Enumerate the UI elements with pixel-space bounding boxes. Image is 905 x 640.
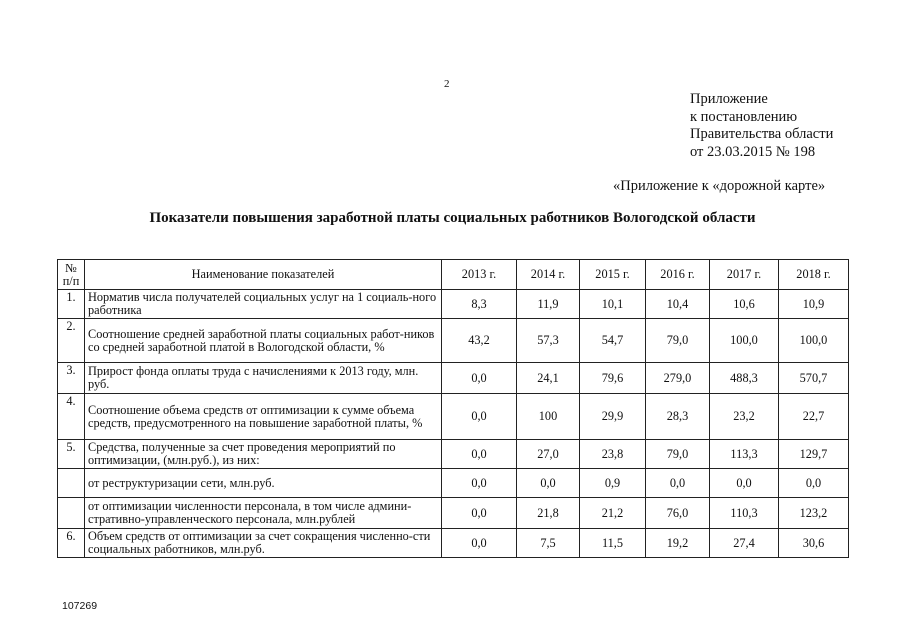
document-title: Показатели повышения заработной платы социальных работников Вологодской области bbox=[149, 210, 756, 226]
row-number: 6. bbox=[58, 529, 85, 558]
indicator-value: 8,3 bbox=[442, 290, 517, 319]
header-year: 2013 г. bbox=[442, 260, 517, 290]
header-name: Наименование показателей bbox=[85, 260, 442, 290]
row-number bbox=[58, 469, 85, 498]
row-number: 4. bbox=[58, 394, 85, 440]
indicator-value: 0,0 bbox=[442, 529, 517, 558]
indicator-value: 0,0 bbox=[442, 363, 517, 394]
indicator-name: Прирост фонда оплаты труда с начислениями к 2013 году, млн. руб. bbox=[85, 363, 442, 394]
table-row bbox=[58, 290, 849, 319]
header-year: 2018 г. bbox=[779, 260, 849, 290]
indicator-value: 100,0 bbox=[710, 319, 779, 363]
indicator-value: 30,6 bbox=[779, 529, 849, 558]
indicator-value: 10,9 bbox=[779, 290, 849, 319]
table-row bbox=[58, 363, 849, 394]
indicator-value: 113,3 bbox=[710, 440, 779, 469]
footer-code: 107269 bbox=[62, 600, 98, 612]
indicator-value: 0,9 bbox=[580, 469, 646, 498]
indicator-value: 10,6 bbox=[710, 290, 779, 319]
table-row bbox=[58, 529, 849, 558]
header-num-line: № bbox=[65, 260, 77, 275]
indicator-value: 79,0 bbox=[646, 440, 710, 469]
indicator-value: 22,7 bbox=[779, 394, 849, 440]
table-row bbox=[58, 394, 849, 440]
indicator-name: Объем средств от оптимизации за счет сокращения численно-сти социальных работников, млн.руб. bbox=[85, 529, 442, 558]
appendix-line: от 23.03.2015 № 198 bbox=[690, 143, 816, 160]
table-row bbox=[58, 469, 849, 498]
indicator-value: 27,0 bbox=[517, 440, 580, 469]
indicator-value: 79,6 bbox=[580, 363, 646, 394]
indicator-value: 23,8 bbox=[580, 440, 646, 469]
indicator-value: 79,0 bbox=[646, 319, 710, 363]
indicator-value: 10,1 bbox=[580, 290, 646, 319]
indicators-table bbox=[57, 259, 849, 558]
indicator-value: 0,0 bbox=[517, 469, 580, 498]
indicator-value: 570,7 bbox=[779, 363, 849, 394]
indicator-value: 100,0 bbox=[779, 319, 849, 363]
indicator-value: 110,3 bbox=[710, 498, 779, 529]
indicator-value: 76,0 bbox=[646, 498, 710, 529]
indicator-value: 24,1 bbox=[517, 363, 580, 394]
header-year: 2017 г. bbox=[710, 260, 779, 290]
page-number: 2 bbox=[444, 78, 450, 90]
indicator-value: 0,0 bbox=[646, 469, 710, 498]
table-row bbox=[58, 319, 849, 363]
indicator-value: 0,0 bbox=[442, 440, 517, 469]
indicator-value: 123,2 bbox=[779, 498, 849, 529]
header-year: 2015 г. bbox=[580, 260, 646, 290]
indicator-value: 27,4 bbox=[710, 529, 779, 558]
row-number: 3. bbox=[58, 363, 85, 394]
indicator-value: 23,2 bbox=[710, 394, 779, 440]
indicator-value: 43,2 bbox=[442, 319, 517, 363]
roadmap-note: «Приложение к «дорожной карте» bbox=[613, 178, 826, 194]
appendix-line: Приложение bbox=[690, 91, 768, 107]
appendix-line: к постановлению bbox=[690, 108, 798, 125]
appendix-line: Правительства области bbox=[690, 126, 834, 142]
indicator-value: 57,3 bbox=[517, 319, 580, 363]
indicator-value: 0,0 bbox=[442, 394, 517, 440]
indicator-value: 100 bbox=[517, 394, 580, 440]
indicator-value: 129,7 bbox=[779, 440, 849, 469]
header-num-line: п/п bbox=[62, 273, 80, 288]
indicator-name: Соотношение объема средств от оптимизации к сумме объема средств, предусмотренного на повышение заработной платы, % bbox=[85, 394, 442, 440]
indicator-value: 29,9 bbox=[580, 394, 646, 440]
indicator-name: от оптимизации численности персонала, в том числе админи-стративно-управленческого персонала, млн.рублей bbox=[85, 498, 442, 529]
table-row bbox=[58, 498, 849, 529]
indicator-value: 279,0 bbox=[646, 363, 710, 394]
indicator-value: 10,4 bbox=[646, 290, 710, 319]
indicator-value: 21,2 bbox=[580, 498, 646, 529]
indicator-name: Соотношение средней заработной платы социальных работ-ников со средней заработной платой в Вологодской области, % bbox=[85, 319, 442, 363]
indicator-value: 0,0 bbox=[442, 469, 517, 498]
indicator-value: 28,3 bbox=[646, 394, 710, 440]
indicator-name: Норматив числа получателей социальных услуг на 1 социаль-ного работника bbox=[85, 290, 442, 319]
indicator-value: 0,0 bbox=[442, 498, 517, 529]
row-number: 1. bbox=[58, 290, 85, 319]
row-number: 5. bbox=[58, 440, 85, 469]
header-year: 2014 г. bbox=[517, 260, 580, 290]
indicator-value: 11,9 bbox=[517, 290, 580, 319]
indicator-value: 54,7 bbox=[580, 319, 646, 363]
indicator-name: от реструктуризации сети, млн.руб. bbox=[85, 469, 442, 498]
indicator-value: 0,0 bbox=[710, 469, 779, 498]
row-number bbox=[58, 498, 85, 529]
header-year: 2016 г. bbox=[646, 260, 710, 290]
table-row bbox=[58, 440, 849, 469]
header-row bbox=[58, 260, 849, 290]
indicator-value: 488,3 bbox=[710, 363, 779, 394]
appendix-header bbox=[690, 91, 833, 161]
indicator-value: 11,5 bbox=[580, 529, 646, 558]
header-num bbox=[58, 260, 85, 290]
indicator-value: 0,0 bbox=[779, 469, 849, 498]
indicator-value: 19,2 bbox=[646, 529, 710, 558]
indicator-value: 21,8 bbox=[517, 498, 580, 529]
row-number: 2. bbox=[58, 319, 85, 363]
indicator-name: Средства, полученные за счет проведения мероприятий по оптимизации, (млн.руб.), из них: bbox=[85, 440, 442, 469]
indicator-value: 7,5 bbox=[517, 529, 580, 558]
